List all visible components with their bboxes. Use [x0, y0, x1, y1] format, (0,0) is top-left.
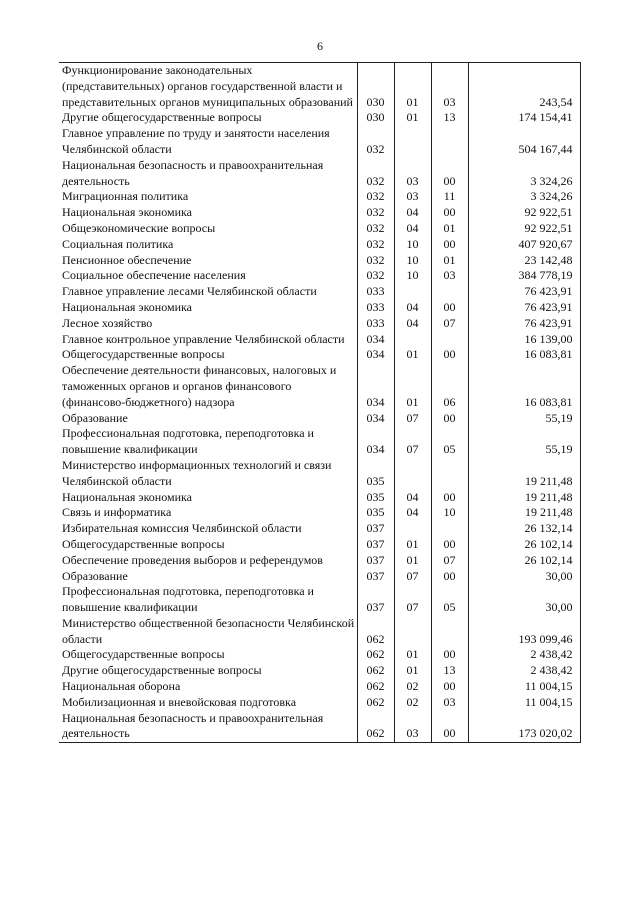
row-code: 034 [357, 332, 394, 348]
table-row [59, 347, 580, 363]
row-amount: 19 211,48 [468, 458, 580, 490]
table-row [59, 363, 580, 410]
table-row [59, 189, 580, 205]
row-amount: 92 922,51 [468, 221, 580, 237]
row-section: 07 [394, 569, 431, 585]
table-row [59, 647, 580, 663]
table-row [59, 521, 580, 537]
row-name: Мобилизационная и вневойсковая подготовка [59, 695, 357, 711]
row-code: 033 [357, 316, 394, 332]
row-name: Обеспечение проведения выборов и референдумов [59, 553, 357, 569]
row-section: 10 [394, 253, 431, 269]
row-section [394, 616, 431, 648]
row-name: Национальная безопасность и правоохранительная деятельность [59, 711, 357, 743]
row-code: 062 [357, 679, 394, 695]
row-section: 01 [394, 347, 431, 363]
row-amount: 26 102,14 [468, 553, 580, 569]
table-row [59, 616, 580, 648]
row-amount: 384 778,19 [468, 268, 580, 284]
row-code: 062 [357, 695, 394, 711]
row-subsection: 00 [431, 647, 468, 663]
row-amount: 243,54 [468, 63, 580, 111]
row-subsection: 01 [431, 253, 468, 269]
table-row [59, 711, 580, 743]
row-subsection: 00 [431, 679, 468, 695]
table-row [59, 695, 580, 711]
row-subsection: 00 [431, 711, 468, 743]
row-section: 07 [394, 411, 431, 427]
row-subsection [431, 458, 468, 490]
row-name: Другие общегосударственные вопросы [59, 663, 357, 679]
row-name: Функционирование законодательных (представительных) органов государственной власти и представительных органов муниципальных образований [59, 63, 357, 111]
row-amount: 30,00 [468, 584, 580, 616]
table-row [59, 458, 580, 490]
row-subsection: 06 [431, 363, 468, 410]
row-name: Социальное обеспечение населения [59, 268, 357, 284]
row-name: Пенсионное обеспечение [59, 253, 357, 269]
row-amount: 76 423,91 [468, 316, 580, 332]
row-code: 034 [357, 363, 394, 410]
row-section: 07 [394, 426, 431, 458]
table-row [59, 553, 580, 569]
row-amount: 23 142,48 [468, 253, 580, 269]
row-section: 04 [394, 205, 431, 221]
row-name: Главное управление лесами Челябинской области [59, 284, 357, 300]
row-section: 02 [394, 679, 431, 695]
row-section [394, 126, 431, 158]
row-section: 01 [394, 553, 431, 569]
row-subsection: 03 [431, 268, 468, 284]
row-name: Общегосударственные вопросы [59, 537, 357, 553]
row-name: Национальная экономика [59, 205, 357, 221]
row-code: 033 [357, 300, 394, 316]
row-subsection: 00 [431, 490, 468, 506]
row-subsection: 00 [431, 300, 468, 316]
row-amount: 16 083,81 [468, 363, 580, 410]
table-row [59, 426, 580, 458]
row-subsection [431, 284, 468, 300]
budget-table [59, 62, 581, 743]
row-subsection: 10 [431, 505, 468, 521]
table-row [59, 584, 580, 616]
table-row [59, 332, 580, 348]
row-amount: 92 922,51 [468, 205, 580, 221]
row-amount: 3 324,26 [468, 189, 580, 205]
row-section: 03 [394, 711, 431, 743]
table-row [59, 205, 580, 221]
row-code: 037 [357, 569, 394, 585]
row-subsection: 03 [431, 63, 468, 111]
row-name: Образование [59, 569, 357, 585]
row-subsection: 03 [431, 695, 468, 711]
row-subsection: 07 [431, 553, 468, 569]
row-section [394, 332, 431, 348]
row-subsection: 00 [431, 411, 468, 427]
table-row [59, 505, 580, 521]
table-row [59, 126, 580, 158]
row-code: 032 [357, 158, 394, 190]
row-name: Лесное хозяйство [59, 316, 357, 332]
row-name: Связь и информатика [59, 505, 357, 521]
row-amount: 16 139,00 [468, 332, 580, 348]
row-code: 032 [357, 268, 394, 284]
row-section [394, 521, 431, 537]
row-code: 035 [357, 505, 394, 521]
row-name: Министерство информационных технологий и связи Челябинской области [59, 458, 357, 490]
row-amount: 173 020,02 [468, 711, 580, 743]
row-subsection [431, 126, 468, 158]
row-name: Миграционная политика [59, 189, 357, 205]
row-amount: 26 102,14 [468, 537, 580, 553]
row-code: 034 [357, 411, 394, 427]
row-section: 04 [394, 505, 431, 521]
row-code: 037 [357, 537, 394, 553]
row-amount: 55,19 [468, 426, 580, 458]
row-code: 062 [357, 711, 394, 743]
row-amount: 16 083,81 [468, 347, 580, 363]
row-subsection: 01 [431, 221, 468, 237]
row-amount: 19 211,48 [468, 505, 580, 521]
row-name: Другие общегосударственные вопросы [59, 110, 357, 126]
row-amount: 2 438,42 [468, 663, 580, 679]
table-row [59, 284, 580, 300]
row-code: 034 [357, 347, 394, 363]
table-row [59, 569, 580, 585]
row-name: Общегосударственные вопросы [59, 647, 357, 663]
row-subsection: 00 [431, 569, 468, 585]
row-name: Общеэкономические вопросы [59, 221, 357, 237]
row-subsection [431, 616, 468, 648]
table-row [59, 679, 580, 695]
row-code: 032 [357, 205, 394, 221]
row-amount: 407 920,67 [468, 237, 580, 253]
row-subsection: 00 [431, 205, 468, 221]
row-section: 03 [394, 158, 431, 190]
row-name: Министерство общественной безопасности Челябинской области [59, 616, 357, 648]
row-subsection: 00 [431, 158, 468, 190]
row-code: 030 [357, 63, 394, 111]
table-row [59, 316, 580, 332]
row-name: Главное контрольное управление Челябинской области [59, 332, 357, 348]
row-amount: 76 423,91 [468, 300, 580, 316]
row-amount: 11 004,15 [468, 679, 580, 695]
row-section [394, 284, 431, 300]
table-row [59, 253, 580, 269]
row-code: 032 [357, 126, 394, 158]
row-amount: 174 154,41 [468, 110, 580, 126]
table-row [59, 663, 580, 679]
table-row [59, 490, 580, 506]
row-code: 037 [357, 521, 394, 537]
budget-table-body [59, 63, 580, 743]
row-name: Образование [59, 411, 357, 427]
row-section: 04 [394, 316, 431, 332]
table-row [59, 268, 580, 284]
row-subsection: 00 [431, 347, 468, 363]
row-subsection: 13 [431, 663, 468, 679]
table-row [59, 411, 580, 427]
row-name: Национальная оборона [59, 679, 357, 695]
row-subsection: 05 [431, 584, 468, 616]
row-code: 037 [357, 584, 394, 616]
row-section: 07 [394, 584, 431, 616]
row-subsection: 00 [431, 237, 468, 253]
row-section [394, 458, 431, 490]
table-row [59, 158, 580, 190]
row-amount: 504 167,44 [468, 126, 580, 158]
row-section: 01 [394, 110, 431, 126]
table-row [59, 237, 580, 253]
row-section: 03 [394, 189, 431, 205]
row-section: 04 [394, 221, 431, 237]
row-code: 030 [357, 110, 394, 126]
row-section: 10 [394, 268, 431, 284]
row-name: Профессиональная подготовка, переподготовка и повышение квалификации [59, 426, 357, 458]
row-section: 01 [394, 63, 431, 111]
table-row [59, 110, 580, 126]
row-amount: 30,00 [468, 569, 580, 585]
row-subsection: 00 [431, 537, 468, 553]
table-row [59, 63, 580, 111]
row-code: 035 [357, 490, 394, 506]
row-code: 032 [357, 237, 394, 253]
row-amount: 76 423,91 [468, 284, 580, 300]
row-section: 02 [394, 695, 431, 711]
row-subsection: 05 [431, 426, 468, 458]
row-name: Избирательная комиссия Челябинской области [59, 521, 357, 537]
row-subsection: 13 [431, 110, 468, 126]
table-row [59, 537, 580, 553]
row-section: 01 [394, 363, 431, 410]
row-name: Обеспечение деятельности финансовых, налоговых и таможенных органов и органов финансового (финансово-бюджетного) надзора [59, 363, 357, 410]
row-amount: 26 132,14 [468, 521, 580, 537]
row-code: 033 [357, 284, 394, 300]
row-section: 04 [394, 300, 431, 316]
row-name: Национальная экономика [59, 300, 357, 316]
row-code: 032 [357, 221, 394, 237]
page-number: 6 [317, 39, 323, 53]
row-name: Социальная политика [59, 237, 357, 253]
row-amount: 19 211,48 [468, 490, 580, 506]
row-name: Профессиональная подготовка, переподготовка и повышение квалификации [59, 584, 357, 616]
row-amount: 3 324,26 [468, 158, 580, 190]
row-subsection [431, 332, 468, 348]
row-amount: 11 004,15 [468, 695, 580, 711]
row-section: 01 [394, 537, 431, 553]
row-name: Общегосударственные вопросы [59, 347, 357, 363]
table-row [59, 221, 580, 237]
row-code: 035 [357, 458, 394, 490]
row-amount: 55,19 [468, 411, 580, 427]
row-name: Главное управление по труду и занятости населения Челябинской области [59, 126, 357, 158]
row-code: 062 [357, 663, 394, 679]
row-section: 01 [394, 647, 431, 663]
row-code: 062 [357, 616, 394, 648]
row-code: 037 [357, 553, 394, 569]
row-subsection: 07 [431, 316, 468, 332]
table-row [59, 300, 580, 316]
row-code: 062 [357, 647, 394, 663]
row-code: 032 [357, 253, 394, 269]
row-amount: 2 438,42 [468, 647, 580, 663]
row-subsection [431, 521, 468, 537]
row-name: Национальная безопасность и правоохранительная деятельность [59, 158, 357, 190]
row-section: 10 [394, 237, 431, 253]
row-amount: 193 099,46 [468, 616, 580, 648]
row-code: 034 [357, 426, 394, 458]
row-section: 01 [394, 663, 431, 679]
row-section: 04 [394, 490, 431, 506]
row-subsection: 11 [431, 189, 468, 205]
row-name: Национальная экономика [59, 490, 357, 506]
row-code: 032 [357, 189, 394, 205]
